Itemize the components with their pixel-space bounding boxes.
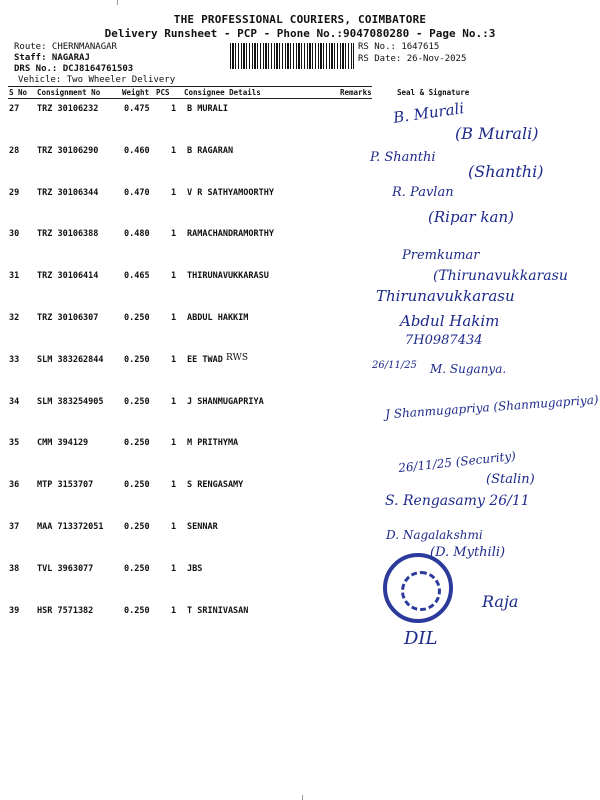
scan-mark <box>302 795 303 800</box>
table-row <box>0 355 600 395</box>
company-title: THE PROFESSIONAL COURIERS, COIMBATORE <box>173 13 427 26</box>
row-weight: 0.250 <box>124 354 150 365</box>
row-consignment: MTP 3153707 <box>37 480 94 491</box>
row-sno: 32 <box>9 313 20 323</box>
row-weight: 0.250 <box>124 396 150 407</box>
row-sno: 35 <box>9 438 20 449</box>
table-row <box>0 313 600 353</box>
row-pcs: 1 <box>171 313 177 323</box>
table-row <box>0 606 600 646</box>
barcode <box>230 43 354 69</box>
runsheet-subtitle: Delivery Runsheet - PCP - Phone No.:9047080280 - Page No.:3 <box>104 27 496 40</box>
row-sno: 33 <box>9 354 20 365</box>
row-consignee: ABDUL HAKKIM <box>187 313 249 323</box>
signature-33: M. Suganya. <box>430 362 507 376</box>
col-consignee: Consignee Details <box>184 88 261 97</box>
table-top-rule <box>8 86 372 87</box>
row-consignee: T SRINIVASAN <box>187 605 249 616</box>
row-sno: 29 <box>9 187 20 198</box>
route-label: Route: CHERNMANAGAR <box>14 42 117 52</box>
col-seal-signature: Seal & Signature <box>397 88 470 97</box>
row-pcs: 1 <box>171 522 177 532</box>
row-consignee: M PRITHYMA <box>187 438 239 449</box>
signature-39: DIL <box>404 628 438 649</box>
row-sno: 31 <box>9 271 20 282</box>
row-consignee: THIRUNAVUKKARASU <box>187 271 269 282</box>
row-weight: 0.250 <box>124 438 150 449</box>
row-sno: 27 <box>9 104 20 114</box>
col-remarks: Remarks <box>340 88 372 97</box>
signature-37: D. Nagalakshmi <box>386 528 483 542</box>
drs-number: DRS No.: DCJ8164761503 <box>14 64 134 74</box>
row-sno: 34 <box>9 396 20 407</box>
row-pcs: 1 <box>171 605 177 616</box>
table-row <box>0 522 600 562</box>
rs-number: RS No.: 1647615 <box>358 42 440 52</box>
signature-27: B. Murali <box>392 99 466 127</box>
row-pcs: 1 <box>171 396 177 407</box>
col-consignment: Consignment No <box>37 88 101 97</box>
row-consignee: RAMACHANDRAMORTHY <box>187 229 274 240</box>
row-pcs: 1 <box>171 104 177 114</box>
row-consignment: TRZ 30106344 <box>37 187 99 198</box>
signature-37-name: (D. Mythili) <box>430 545 506 560</box>
row-sno: 38 <box>9 563 20 574</box>
col-sno: S No <box>9 88 28 97</box>
company-seal-stamp <box>383 553 453 623</box>
signature-35-name: (Stalin) <box>486 472 535 487</box>
row-consignment: MAA 713372051 <box>37 522 104 532</box>
row-consignee: V R SATHYAMOORTHY <box>187 187 274 198</box>
row-pcs: 1 <box>171 229 177 240</box>
row-weight: 0.250 <box>124 522 150 532</box>
signature-31: Thirunavukkarasu <box>376 287 515 305</box>
signature-32-phone: 7H0987434 <box>405 333 483 348</box>
row-sno: 39 <box>9 605 20 616</box>
row-pcs: 1 <box>171 480 177 491</box>
row-weight: 0.475 <box>124 104 150 114</box>
table-row <box>0 229 600 269</box>
row-weight: 0.460 <box>124 145 150 156</box>
row-consignment: TRZ 30106232 <box>37 104 99 114</box>
signature-33-date: 26/11/25 <box>372 360 417 371</box>
row-sno: 30 <box>9 229 20 240</box>
signature-32: Abdul Hakim <box>400 312 500 330</box>
vehicle-label: Vehicle: Two Wheeler Delivery <box>18 75 176 85</box>
signature-35: 26/11/25 (Security) <box>397 448 517 476</box>
row-consignee: B MURALI <box>187 104 228 114</box>
signature-36: S. Rengasamy 26/11 <box>385 493 530 509</box>
row-consignment: TRZ 30106290 <box>37 145 99 156</box>
row-consignee: J SHANMUGAPRIYA <box>187 396 264 407</box>
row-consignment: TRZ 30106414 <box>37 271 99 282</box>
row-pcs: 1 <box>171 145 177 156</box>
row-weight: 0.480 <box>124 229 150 240</box>
table-header-rule <box>8 98 372 99</box>
signature-29: R. Pavlan <box>392 185 454 200</box>
row-consignment: SLM 383254905 <box>37 396 104 407</box>
row-pcs: 1 <box>171 438 177 449</box>
row-consignment: SLM 383262844 <box>37 354 104 365</box>
signature-29-name: (Ripar kan) <box>428 208 514 226</box>
row-sno: 28 <box>9 145 20 156</box>
row-consignee: EE TWAD <box>187 354 223 365</box>
row-consignee: S RENGASAMY <box>187 480 244 491</box>
signature-30: Premkumar <box>402 248 480 263</box>
row-consignment: TRZ 30106388 <box>37 229 99 240</box>
row-consignment: HSR 7571382 <box>37 605 94 616</box>
row-consignment: CMM 394129 <box>37 438 89 449</box>
row-weight: 0.465 <box>124 271 150 282</box>
signature-31-name: (Thirunavukkarasu <box>433 268 568 284</box>
row-weight: 0.250 <box>124 605 150 616</box>
signature-34: J Shanmugapriya (Shanmugapriya) <box>384 392 599 422</box>
row-weight: 0.250 <box>124 563 150 574</box>
signature-27-name: (B Murali) <box>455 124 539 143</box>
col-weight: Weight <box>122 88 150 97</box>
row-pcs: 1 <box>171 187 177 198</box>
staff-label: Staff: NAGARAJ <box>14 53 90 63</box>
row-pcs: 1 <box>171 354 177 365</box>
row-consignee: B RAGARAN <box>187 145 234 156</box>
row-consignment: TVL 3963077 <box>37 563 94 574</box>
row-weight: 0.250 <box>124 313 150 323</box>
signature-28: P. Shanthi <box>370 150 436 165</box>
row-pcs: 1 <box>171 563 177 574</box>
row-weight: 0.250 <box>124 480 150 491</box>
row-consignee: JBS <box>187 563 203 574</box>
row-consignee: SENNAR <box>187 522 218 532</box>
signature-38: Raja <box>482 592 519 611</box>
row-weight: 0.470 <box>124 187 150 198</box>
handwritten-rws: RWS <box>226 353 248 363</box>
row-pcs: 1 <box>171 271 177 282</box>
row-consignment: TRZ 30106307 <box>37 313 99 323</box>
signature-28-name: (Shanthi) <box>468 162 544 181</box>
col-pcs: PCS <box>156 88 170 97</box>
row-sno: 36 <box>9 480 20 491</box>
rs-date: RS Date: 26-Nov-2025 <box>358 54 467 64</box>
scan-mark <box>117 0 118 5</box>
row-sno: 37 <box>9 522 20 532</box>
